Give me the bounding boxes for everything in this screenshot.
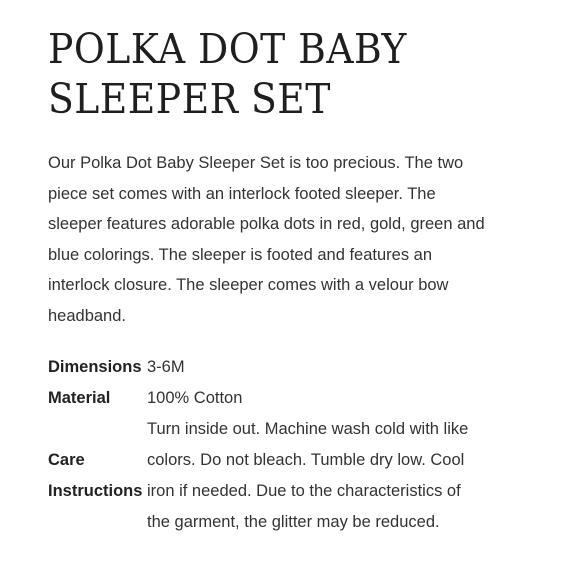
material-label: Material (48, 389, 111, 407)
product-title-line-2: SLEEPER SET (48, 75, 331, 123)
spec-row-care-instructions (48, 414, 487, 538)
product-title (48, 24, 508, 124)
dimensions-value: 3-6M (147, 358, 185, 376)
dimensions-label: Dimensions (48, 358, 142, 376)
care-instructions-cell (147, 414, 487, 538)
care-instructions-label (48, 414, 147, 538)
material-value: 100% Cotton (147, 389, 243, 407)
spec-row-material (48, 383, 487, 414)
care-label-line-1: Care (48, 451, 85, 469)
product-details (48, 24, 548, 538)
product-title-line-1: POLKA DOT BABY (48, 25, 407, 73)
care-instructions-value: Turn inside out. Machine wash cold with like colors. Do not bleach. Tumble dry low. Cool iron if needed. Due to the characteristics of the garment, the glitter may be reduced. (147, 420, 469, 531)
specifications-table (48, 352, 487, 538)
product-description: Our Polka Dot Baby Sleeper Set is too precious. The two piece set comes with an interlock footed sleeper. The sleeper features adorable polka dots in red, gold, green and blue colorings. The sleeper is footed and features an interlock closure. The sleeper comes with a velour bow headband. (48, 154, 485, 325)
care-label-line-2: Instructions (48, 482, 143, 500)
spec-row-dimensions (48, 352, 487, 383)
